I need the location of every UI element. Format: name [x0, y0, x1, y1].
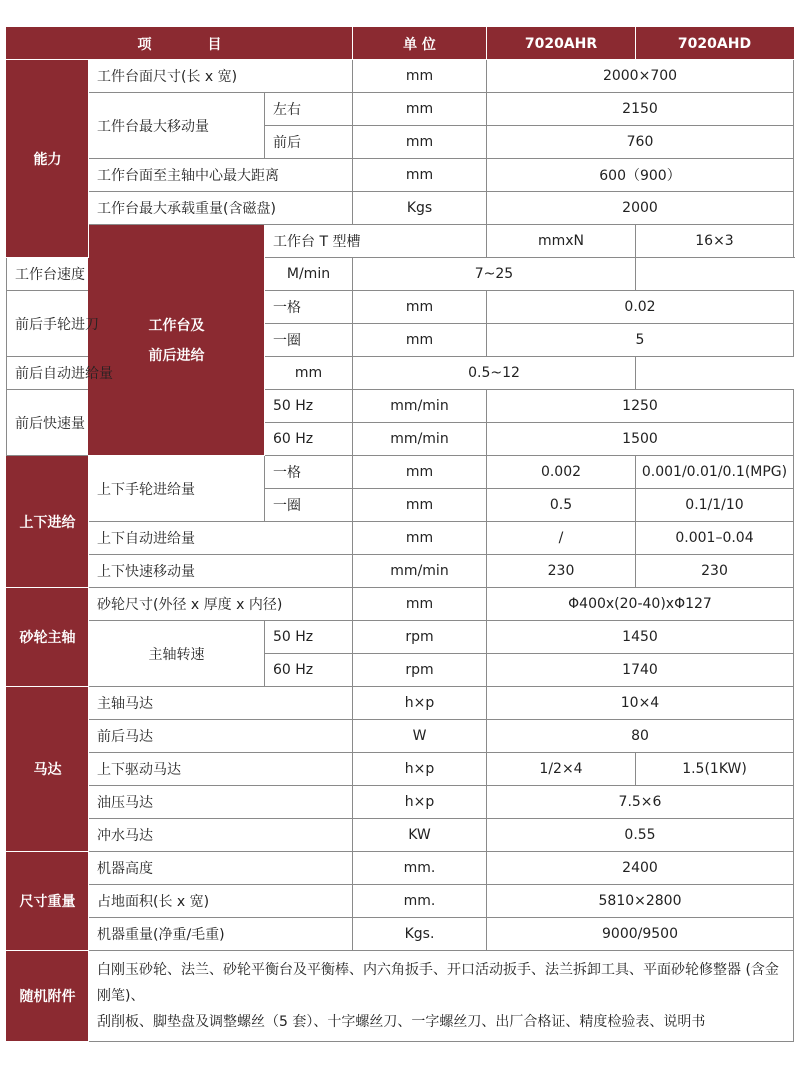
header-model-a: 7020AHR — [487, 28, 636, 60]
unit-cell: rpm — [353, 621, 487, 654]
table-row — [7, 225, 794, 258]
sub-label: 前后 — [265, 126, 353, 159]
table-row — [7, 720, 794, 753]
table-row — [7, 60, 794, 93]
unit-cell: mm. — [353, 885, 487, 918]
table-row — [7, 852, 794, 885]
unit-cell: rpm — [353, 654, 487, 687]
value-cell: 16×3 — [636, 225, 794, 258]
value-cell: Φ400x(20-40)xΦ127 — [487, 588, 794, 621]
item-label: 上下手轮进给量 — [89, 456, 265, 522]
table-row — [7, 357, 794, 390]
value-cell: 7.5×6 — [487, 786, 794, 819]
value-cell-b: 1.5(1KW) — [636, 753, 794, 786]
table-row — [7, 819, 794, 852]
sub-label: 一圈 — [265, 324, 353, 357]
item-label: 前后快速量 — [7, 390, 89, 456]
value-cell: 2150 — [487, 93, 794, 126]
table-row — [7, 786, 794, 819]
spec-table — [6, 27, 794, 1042]
unit-cell: mm — [353, 159, 487, 192]
unit-cell: mm/min — [353, 555, 487, 588]
unit-cell: mm/min — [353, 423, 487, 456]
unit-cell: mm — [353, 522, 487, 555]
table-row — [7, 522, 794, 555]
value-cell-a: 0.002 — [487, 456, 636, 489]
unit-cell: mm — [353, 588, 487, 621]
value-cell: 2000 — [487, 192, 794, 225]
value-cell: 1500 — [487, 423, 794, 456]
category-label-line: 前后进给 — [148, 348, 205, 364]
value-cell: 1250 — [487, 390, 794, 423]
unit-cell: h×p — [353, 687, 487, 720]
item-label: 工作台 T 型槽 — [265, 225, 487, 258]
unit-cell: mm — [353, 93, 487, 126]
unit-cell: mm. — [353, 852, 487, 885]
accessories-line: 白刚玉砂轮、法兰、砂轮平衡台及平衡棒、内六角扳手、开口活动扳手、法兰拆卸工具、平面砂轮修整器 (含金刚笔)、 — [97, 962, 779, 1004]
value-cell: 0.5~12 — [353, 357, 636, 390]
item-label: 前后马达 — [89, 720, 353, 753]
value-cell-b: 0.001/0.01/0.1(MPG) — [636, 456, 794, 489]
category-motors: 马达 — [7, 687, 89, 852]
value-cell: 600（900） — [487, 159, 794, 192]
unit-cell: Kgs — [353, 192, 487, 225]
value-cell: 9000/9500 — [487, 918, 794, 951]
header-item: 项 目 — [7, 28, 353, 60]
item-label: 工件台最大移动量 — [89, 93, 265, 159]
table-row — [7, 159, 794, 192]
value-cell: 2400 — [487, 852, 794, 885]
unit-cell: Kgs. — [353, 918, 487, 951]
sub-label: 60 Hz — [265, 423, 353, 456]
table-row — [7, 918, 794, 951]
table-row — [7, 951, 794, 1042]
unit-cell: mm — [353, 489, 487, 522]
item-label: 砂轮尺寸(外径 x 厚度 x 内径) — [89, 588, 353, 621]
value-cell-a: 0.5 — [487, 489, 636, 522]
value-cell: 0.55 — [487, 819, 794, 852]
value-cell-a: 230 — [487, 555, 636, 588]
value-cell: 80 — [487, 720, 794, 753]
sub-label: 一格 — [265, 456, 353, 489]
item-label: 主轴马达 — [89, 687, 353, 720]
unit-cell: W — [353, 720, 487, 753]
unit-cell: mm — [353, 126, 487, 159]
item-label: 油压马达 — [89, 786, 353, 819]
item-label: 前后手轮进刀 — [7, 291, 89, 357]
header-model-b: 7020AHD — [636, 28, 794, 60]
table-row — [7, 621, 794, 654]
unit-cell: mm — [353, 324, 487, 357]
item-label: 工作台速度 — [7, 258, 265, 291]
sub-label: 一圈 — [265, 489, 353, 522]
unit-cell: mm — [353, 60, 487, 93]
value-cell: 2000×700 — [487, 60, 794, 93]
category-label-line: 工作台及 — [148, 318, 205, 334]
unit-cell: M/min — [265, 258, 353, 291]
value-cell: 10×4 — [487, 687, 794, 720]
category-spindle: 砂轮主轴 — [7, 588, 89, 687]
unit-cell: mm — [353, 291, 487, 324]
unit-cell: h×p — [353, 753, 487, 786]
item-label: 机器高度 — [89, 852, 353, 885]
sub-label: 60 Hz — [265, 654, 353, 687]
table-row — [7, 753, 794, 786]
value-cell-b: 0.1/1/10 — [636, 489, 794, 522]
unit-cell: mm/min — [353, 390, 487, 423]
value-cell-a: / — [487, 522, 636, 555]
value-cell-a: 1/2×4 — [487, 753, 636, 786]
item-label: 主轴转速 — [89, 621, 265, 687]
value-cell: 5 — [487, 324, 794, 357]
table-row — [7, 93, 794, 126]
item-label: 上下快速移动量 — [89, 555, 353, 588]
value-cell: 1450 — [487, 621, 794, 654]
sub-label: 50 Hz — [265, 621, 353, 654]
accessories-text — [89, 951, 794, 1042]
item-label: 前后自动进给量 — [7, 357, 265, 390]
item-label: 上下自动进给量 — [89, 522, 353, 555]
value-cell: 0.02 — [487, 291, 794, 324]
category-accessories: 随机附件 — [7, 951, 89, 1042]
value-cell: 5810×2800 — [487, 885, 794, 918]
category-capacity: 能力 — [7, 60, 89, 258]
unit-cell: h×p — [353, 786, 487, 819]
item-label: 机器重量(净重/毛重) — [89, 918, 353, 951]
table-row — [7, 258, 794, 291]
unit-cell: mm — [265, 357, 353, 390]
unit-cell: KW — [353, 819, 487, 852]
item-label: 冲水马达 — [89, 819, 353, 852]
accessories-line: 刮削板、脚垫盘及调整螺丝（5 套）、十字螺丝刀、一字螺丝刀、出厂合格证、精度检验表、说明书 — [97, 1014, 706, 1030]
spec-table-wrapper — [6, 27, 793, 1042]
category-vertical-feed: 上下进给 — [7, 456, 89, 588]
item-label: 上下驱动马达 — [89, 753, 353, 786]
table-row — [7, 885, 794, 918]
item-label: 占地面积(长 x 宽) — [89, 885, 353, 918]
table-row — [7, 555, 794, 588]
table-row — [7, 588, 794, 621]
unit-cell: mm — [353, 456, 487, 489]
sub-label: 50 Hz — [265, 390, 353, 423]
unit-cell: mmxN — [487, 225, 636, 258]
table-row — [7, 456, 794, 489]
value-cell: 760 — [487, 126, 794, 159]
sub-label: 一格 — [265, 291, 353, 324]
header-unit: 单 位 — [353, 28, 487, 60]
sub-label: 左右 — [265, 93, 353, 126]
table-row — [7, 687, 794, 720]
category-dimensions: 尺寸重量 — [7, 852, 89, 951]
header-row — [7, 28, 794, 60]
value-cell: 1740 — [487, 654, 794, 687]
item-label: 工件台面尺寸(长 x 宽) — [89, 60, 353, 93]
value-cell: 7~25 — [353, 258, 636, 291]
value-cell-b: 0.001–0.04 — [636, 522, 794, 555]
item-label: 工作台面至主轴中心最大距离 — [89, 159, 353, 192]
table-row — [7, 192, 794, 225]
value-cell-b: 230 — [636, 555, 794, 588]
item-label: 工作台最大承载重量(含磁盘) — [89, 192, 353, 225]
